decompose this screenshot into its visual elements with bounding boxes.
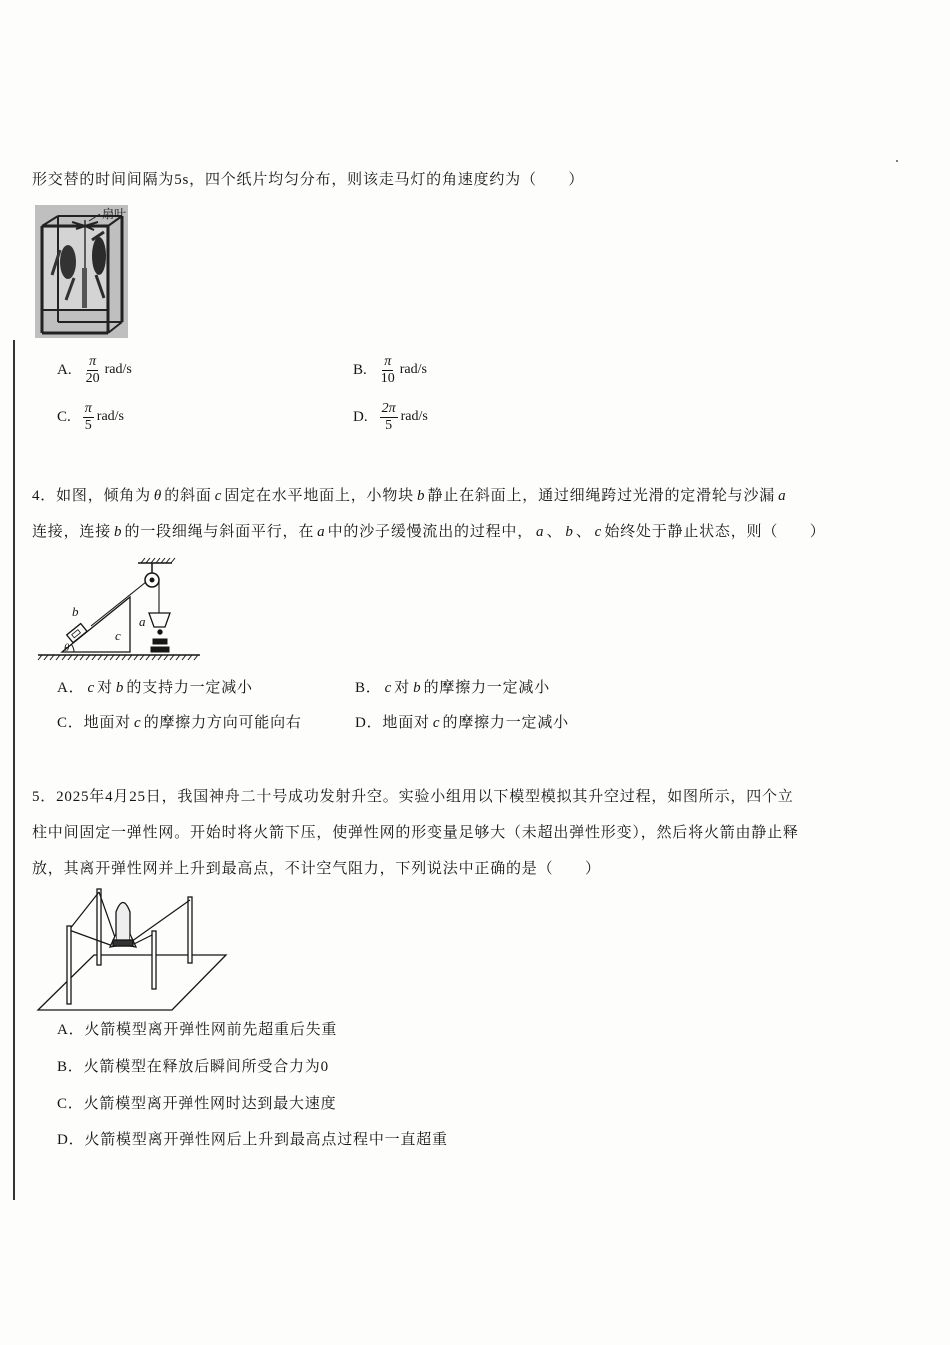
q4-option-b xyxy=(355,677,550,699)
fraction-numerator: 2π xyxy=(381,400,396,416)
text-segment: A． xyxy=(57,680,85,696)
text-segment: 的摩擦力一定减小 xyxy=(423,680,550,696)
math-variable: c xyxy=(87,680,95,696)
rope-to-pulley xyxy=(91,582,146,626)
block-b xyxy=(67,624,87,643)
q3-option-a xyxy=(57,351,132,389)
label-b: b xyxy=(72,604,79,619)
math-variable: c xyxy=(594,524,602,540)
label-c: c xyxy=(115,628,121,643)
unit: rad/s xyxy=(104,362,132,377)
incline-diagram xyxy=(38,558,200,660)
unit: rad/s xyxy=(399,362,427,377)
q3-option-b xyxy=(353,351,427,389)
q4-option-c xyxy=(57,712,302,734)
net-holder xyxy=(113,940,133,946)
fraction-denominator: 10 xyxy=(380,370,395,386)
sand-pile xyxy=(153,639,167,644)
text-segment: 连接，连接 xyxy=(32,524,112,540)
text-segment: 的支持力一定减小 xyxy=(126,680,253,696)
scan-speck xyxy=(896,160,898,162)
q4-option-d xyxy=(355,712,569,734)
q4-option-a xyxy=(57,677,253,699)
math-variable: c xyxy=(134,715,141,731)
fraction-numerator: π xyxy=(84,400,92,416)
q3-option-c xyxy=(57,398,124,436)
text-segment: 4．如图，倾角为 xyxy=(32,488,151,504)
q5-option-d: D．火箭模型离开弹性网后上升到最高点过程中一直超重 xyxy=(57,1132,448,1148)
sand-stand xyxy=(151,647,169,652)
fraction-denominator: 20 xyxy=(85,370,100,386)
text-segment: 的一段细绳与斜面平行，在 xyxy=(124,524,315,540)
fraction-denominator: 5 xyxy=(385,417,393,433)
math-variable: b xyxy=(115,680,124,696)
math-variable: b xyxy=(565,524,573,540)
q5-option-c: C．火箭模型离开弹性网时达到最大速度 xyxy=(57,1096,337,1112)
text-segment: 的摩擦力方向可能向右 xyxy=(143,715,302,731)
fraction-denominator: 5 xyxy=(84,417,92,433)
text-segment: 的摩擦力一定减小 xyxy=(442,715,569,731)
math-variable: b xyxy=(416,488,425,504)
hourglass-a xyxy=(149,613,170,627)
text-segment: 始终处于静止状态，则（ ） xyxy=(604,524,826,540)
math-variable: θ xyxy=(153,488,162,504)
text-segment: 、 xyxy=(546,524,563,540)
fraction xyxy=(84,354,102,387)
option-letter: B. xyxy=(353,361,367,378)
text-segment: 静止在斜面上，通过细绳跨过光滑的定滑轮与沙漏 xyxy=(427,488,776,504)
label-theta: θ xyxy=(64,642,70,654)
math-variable: c xyxy=(432,715,440,731)
unit: rad/s xyxy=(400,409,428,424)
text-segment: B． xyxy=(355,680,382,696)
math-variable: a xyxy=(317,524,325,540)
text-segment: C．地面对 xyxy=(57,715,132,731)
unit: rad/s xyxy=(96,409,124,424)
pillar-front-left xyxy=(67,926,71,1004)
math-variable: b xyxy=(114,524,122,540)
candle xyxy=(82,268,87,308)
rocket-net-diagram xyxy=(38,889,226,1010)
fraction xyxy=(380,401,398,434)
fraction xyxy=(379,354,397,387)
math-variable: c xyxy=(214,488,222,504)
q5-option-b: B．火箭模型在释放后瞬间所受合力为0 xyxy=(57,1059,329,1075)
pillar-front-right xyxy=(152,931,156,989)
angle-arc xyxy=(71,644,74,652)
text-segment: 对 xyxy=(97,680,113,696)
paper-figure-left xyxy=(60,245,76,279)
fraction-numerator: π xyxy=(89,353,97,369)
paper-figure-right xyxy=(92,237,106,275)
base-plane xyxy=(38,955,226,1010)
pillar-back-left xyxy=(97,889,101,965)
fraction-numerator: π xyxy=(384,353,392,369)
text-segment: 、 xyxy=(575,524,592,540)
fan-blade-label: 扇叶 xyxy=(102,207,127,221)
question-4-line-2 xyxy=(32,521,826,543)
question-5-line-2: 柱中间固定一弹性网。开始时将火箭下压，使弹性网的形变量足够大（未超出弹性形变），然后将火箭由静止释 xyxy=(32,825,799,841)
question-5-line-3: 放，其离开弹性网并上升到最高点，不计空气阻力，下列说法中正确的是（ ） xyxy=(32,861,601,877)
math-variable: b xyxy=(413,680,421,696)
label-a: a xyxy=(139,614,146,629)
text-segment: 的斜面 xyxy=(164,488,212,504)
text-segment: 中的沙子缓慢流出的过程中， xyxy=(327,524,534,540)
q5-option-a: A．火箭模型离开弹性网前先超重后失重 xyxy=(57,1022,338,1038)
math-variable: c xyxy=(384,680,392,696)
math-variable: a xyxy=(536,524,544,540)
pillar-back-right xyxy=(188,897,192,963)
fraction xyxy=(83,401,94,434)
option-letter: C. xyxy=(57,408,71,425)
pulley-axle xyxy=(150,578,154,582)
text-segment: 固定在水平地面上，小物块 xyxy=(224,488,414,504)
question-4-line-1 xyxy=(32,485,789,507)
q3-option-d xyxy=(353,398,428,436)
option-letter: A. xyxy=(57,361,72,378)
math-variable: a xyxy=(778,488,786,504)
question-5-line-1: 5．2025年4月25日，我国神舟二十号成功发射升空。实验小组用以下模型模拟其升空过程，如图所示，四个立 xyxy=(32,789,794,805)
option-letter: D. xyxy=(353,408,368,425)
question-3-stem: 形交替的时间间隔为5s，四个纸片均匀分布，则该走马灯的角速度约为（ ） xyxy=(32,172,585,188)
text-segment: D．地面对 xyxy=(355,715,430,731)
lantern-photo xyxy=(35,205,128,338)
falling-sand xyxy=(158,630,162,634)
text-segment: 对 xyxy=(394,680,411,696)
